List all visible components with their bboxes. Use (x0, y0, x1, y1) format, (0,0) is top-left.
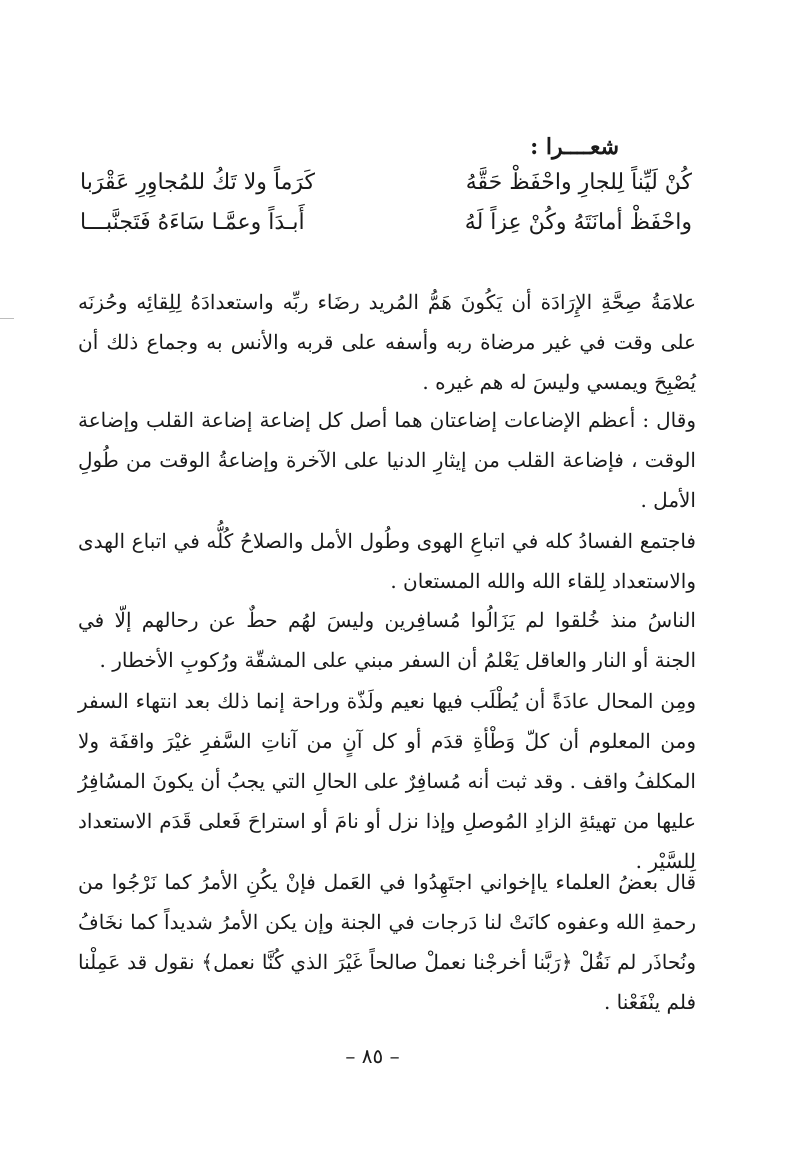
page-number: – ٨٥ – (345, 1044, 400, 1068)
verse-first-hemistich: كُنْ لَيِّناً لِلجارِ واحْفَظْ حَقَّهُ (465, 170, 692, 195)
poem-verse (80, 170, 692, 195)
paragraph-travellers: الناسُ منذ خُلقوا لم يَزَالُوا مُسافِرين وليسَ لهُم حطٌ عن رحالهم إلّا في الجنة أو النار والعاقل يَعْلمُ أن السفر مبني على المشقّة ورُكوبِ الأخطار . (78, 608, 696, 672)
poem-verse (80, 210, 692, 235)
poem-heading: شعــــرا : (530, 134, 619, 160)
verse-second-hemistich: أَبـدَاً وعمَّـا سَاءَهُ فَتَجنَّبـــا (80, 210, 305, 235)
paragraph-journey: ومِن المحال عادَةً أن يُطْلَب فيها نعيم ولَذّة وراحة إنما ذلك بعد انتهاء السفر ومن المعلوم أن كلّ وَطْأةِ قدَم أو كل آنٍ من آناتِ السَّفرِ غيْرَ واقفَة ولا المكلفُ واقف . وقد ثبت أنه مُسافِرٌ على الحالِ التي يجبُ أن يكونَ المسُافِرُ عليها من تهيئةِ الزادِ المُوصلِ وإذا نزل أو نامَ أو استراحَ فَعلى قَدَم الاستعداد لِلسَّيْر . (78, 689, 696, 873)
paragraph-corruption: فاجتمع الفسادُ كله في اتباعِ الهوى وطُول الأمل والصلاحُ كُلُّه في اتباع الهدى والاستعداد لِلقاء الله والله المستعان . (78, 529, 696, 593)
paragraph-two-wastes: وقال : أعظم الإضاعات إضاعتان هما أصل كل إضاعة إضاعة القلب وإضاعة الوقت ، فإضاعة القلب من إيثارِ الدنيا على الآخرة وإضاعةُ الوقت من طُولِ الأمل . (78, 408, 696, 512)
paragraph-scholar-quote: قال بعضُ العلماء ياإخواني اجتَهِدُوا في العَمل فإنْ يكُنِ الأمرُ كما نَرْجُوا من رحمةِ الله وعفوه كانَتْ لنا دَرجات في الجنة وإن يكن الأمرُ شديداً كما نخَافُ ونُحاذَر لم نَقُلْ ﴿رَبَّنا أخرجْنا نعملْ صالحاً غَيْرَ الذي كُنَّا نعمل﴾ نقول قد عَمِلْنا فلم ينْفَعْنا . (78, 870, 696, 1014)
margin-mark (0, 318, 14, 319)
verse-second-hemistich: كَرَماً ولا تَكُ للمُجاوِرِ عَقْرَبا (80, 170, 315, 195)
verse-first-hemistich: واحْفَظْ أمانَتَهُ وكُنْ عِزاً لَهُ (464, 210, 692, 235)
paragraph-will-sign: علامَةُ صِحَّةِ الإِرَادَة أن يَكُونَ هَمُّ المُريد رضَاء ربِّه واستعدادَهُ لِلِقائِه وحُزنَه على وقت في غير مرضاة ربه وأسفه على قربه والأنس به وجماع ذلك أن يُصْبِحَ ويمسي وليسَ له هم غيره . (78, 290, 696, 394)
